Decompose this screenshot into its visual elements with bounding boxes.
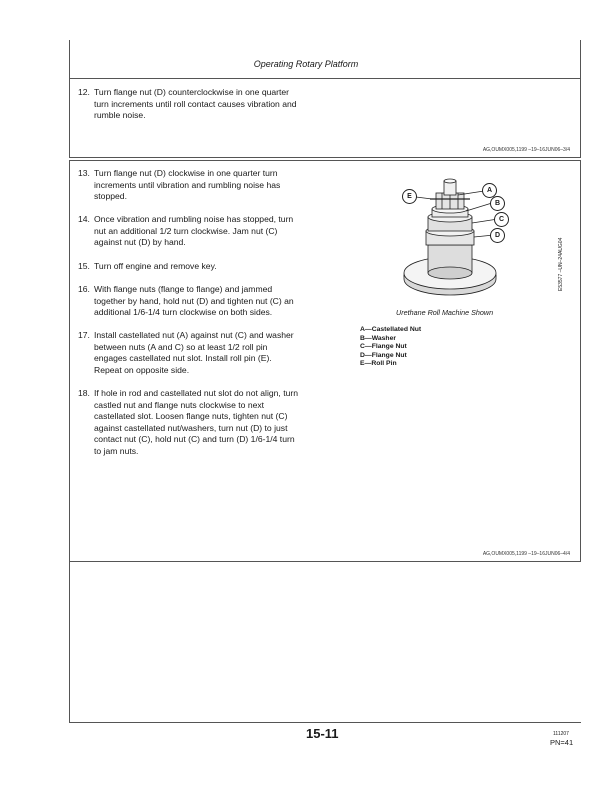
section-step-12 — [69, 78, 581, 158]
nut-assembly-illustration — [390, 169, 570, 309]
figure-legend — [360, 326, 421, 369]
step-number: 17. — [78, 330, 90, 340]
step-text: Once vibration and rumbling noise has stopped, turn nut an additional 1/2 turn clockwise. Jam nut (C) against nut (D) by hand. — [94, 214, 294, 248]
footer-rule — [69, 722, 581, 723]
step-text: Turn off engine and remove key. — [94, 261, 217, 271]
step-text: If hole in rod and castellated nut slot do not align, turn castled nut and flange nuts clockwise to next castellated slot. Loosen flange nuts, tighten nut (C) against castellated nut/washers, turn nut (D) to just contact nut (C), hold nut (C) and turn (D) 1/6-1/4 turn to jam nuts. — [94, 388, 298, 456]
step-text: With flange nuts (flange to flange) and jammed together by hand, hold nut (D) and tighten nut (C) an additional 1/6-1/4 turn clockwise on both sides. — [94, 284, 294, 318]
step-item — [78, 330, 348, 378]
callout-label: D — [494, 232, 501, 239]
callout-label: A — [486, 187, 493, 194]
step-item — [78, 168, 348, 204]
step-number: 12. — [78, 87, 90, 97]
callout-e-icon — [402, 189, 417, 204]
footer-code: 111207 — [553, 731, 569, 737]
legend-item: E—Roll Pin — [360, 360, 397, 368]
page-header: Operating Rotary Platform — [253, 59, 359, 69]
step-number: 13. — [78, 168, 90, 178]
figure-caption: Urethane Roll Machine Shown — [396, 308, 494, 317]
step-text: Install castellated nut (A) against nut (C) and washer between nuts (A and C) so at least 1/2 roll pin engages castellated nut slot. Install roll pin (E). Repeat on opposite side. — [94, 330, 294, 375]
callout-d-icon — [490, 228, 505, 243]
figure-side-id: E53577 –UN–24AUG04 — [558, 237, 564, 291]
section-reference: AG,OUMX005,1199 –19–16JUN06–3/4 — [482, 147, 570, 153]
legend-item: C—Flange Nut — [360, 343, 407, 351]
step-item — [78, 261, 348, 275]
left-footer-rule — [69, 562, 70, 722]
section-steps-13-18 — [69, 160, 581, 562]
step-item — [78, 214, 348, 250]
step-number: 16. — [78, 284, 90, 294]
step-number: 18. — [78, 388, 90, 398]
callout-label: B — [494, 200, 501, 207]
step-item — [78, 284, 348, 320]
callout-label: C — [498, 216, 505, 223]
page-number: 15-11 — [306, 726, 339, 741]
callout-b-icon — [490, 196, 505, 211]
section-reference: AG,OUMX005,1199 –19–16JUN06–4/4 — [482, 551, 570, 557]
legend-item: D—Flange Nut — [360, 351, 407, 359]
step-number: 15. — [78, 261, 90, 271]
step-text: Turn flange nut (D) clockwise in one quarter turn increments until vibration and rumbling noise has stopped. — [94, 168, 281, 202]
step-number: 14. — [78, 214, 90, 224]
step-item — [78, 388, 353, 460]
legend-item: A—Castellated Nut — [360, 326, 422, 333]
footer-pn: PN=41 — [550, 738, 574, 747]
step-item — [78, 87, 378, 127]
callout-c-icon — [494, 212, 509, 227]
step-text: Turn flange nut (D) counterclockwise in one quarter turn increments until roll contact causes vibration and rumble noise. — [94, 87, 297, 121]
callout-label: E — [407, 193, 412, 200]
legend-item: B—Washer — [360, 334, 397, 342]
